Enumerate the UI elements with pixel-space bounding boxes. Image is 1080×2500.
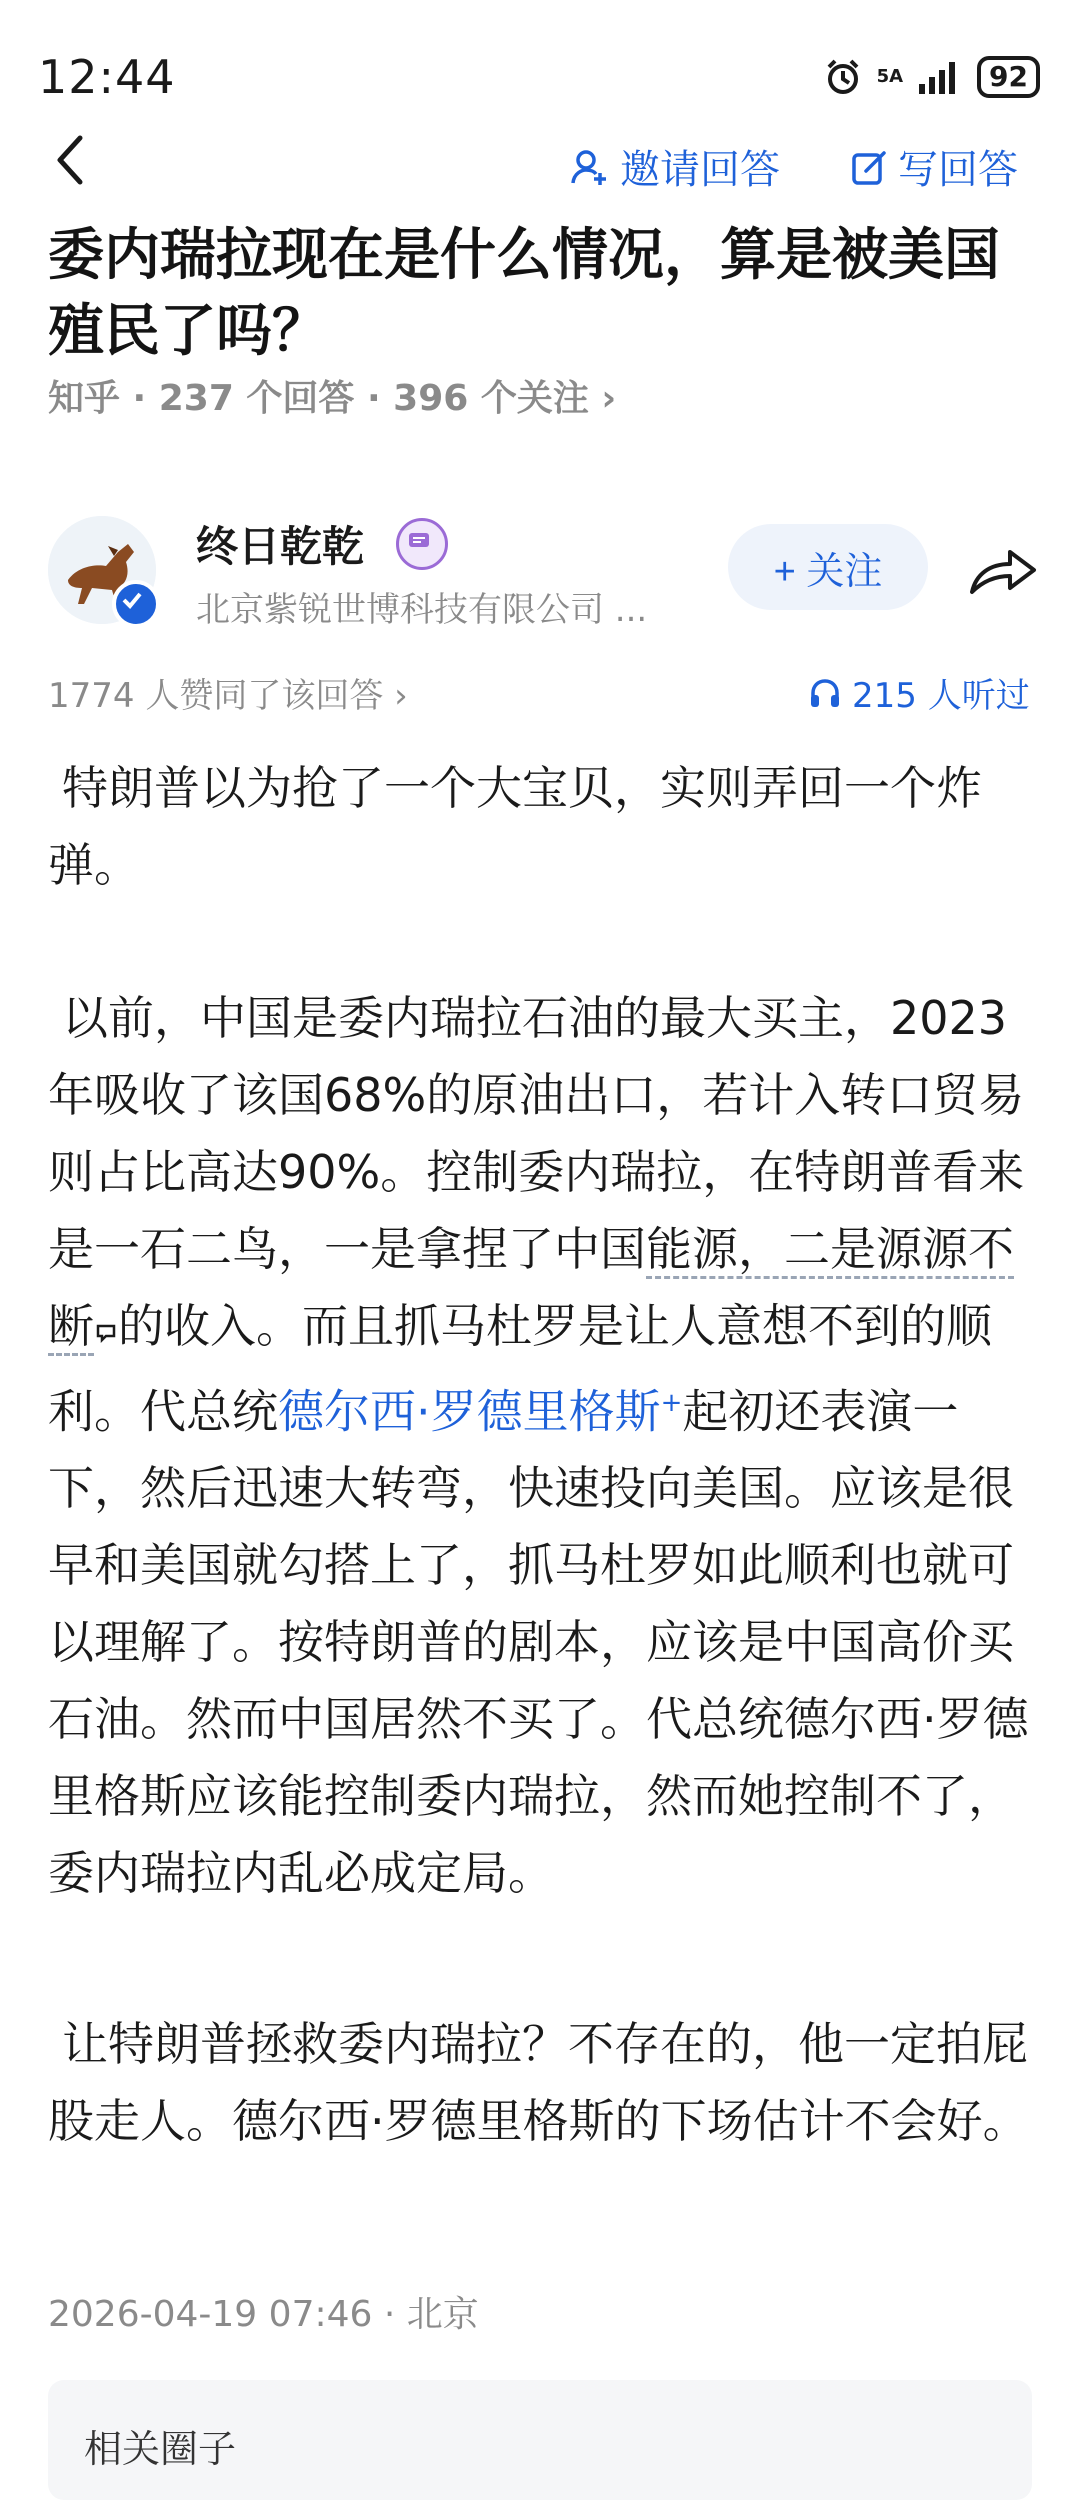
back-icon[interactable] bbox=[44, 130, 104, 190]
verified-icon bbox=[112, 580, 160, 628]
question-title[interactable]: 委内瑞拉现在是什么情况，算是被美国殖民了吗？ bbox=[48, 223, 1000, 364]
creator-badge-icon[interactable] bbox=[396, 518, 448, 570]
answer-text: 的收入。而且抓马杜罗是让人意想不到的顺利。代总统 bbox=[48, 1299, 992, 1439]
status-icons bbox=[823, 56, 1040, 98]
status-time: 12:44 bbox=[38, 50, 176, 104]
battery-indicator: 92 bbox=[977, 56, 1040, 98]
answer-paragraph-2 bbox=[48, 980, 1038, 1912]
headphones-icon bbox=[808, 676, 842, 710]
comment-bubble-icon[interactable] bbox=[94, 1320, 118, 1344]
entity-link-sparkle-icon: + bbox=[660, 1388, 683, 1418]
answer-paragraph-1: 特朗普以为抢了一个大宝贝，实则弄回一个炸弹。 bbox=[48, 761, 982, 892]
follow-button[interactable]: + 关注 bbox=[728, 524, 928, 610]
invite-user-icon bbox=[570, 147, 610, 187]
invite-label: 邀请回答 bbox=[620, 147, 780, 193]
signal-icon bbox=[917, 60, 963, 94]
author-organization: 北京紫锐世博科技有限公司 ... bbox=[196, 590, 648, 630]
question-meta[interactable]: 知乎 · 237 个回答 · 396 个关注 › bbox=[48, 378, 617, 419]
invite-answer-button[interactable] bbox=[570, 138, 780, 195]
answer-text: 以前，中国是委内瑞拉石油的最大买主，2023年吸收了该国68%的原油出口，若计入转口贸易则占比高达90%。控制委内瑞拉，在特朗普看来是一石二鸟，一是拿捏了中国 bbox=[48, 991, 1025, 1276]
listened-label: 215 人听过 bbox=[852, 676, 1030, 716]
answer-paragraph-3: 让特朗普拯救委内瑞拉？不存在的，他一定拍屁股走人。德尔西·罗德里格斯的下场估计不会好。 bbox=[48, 2017, 1029, 2148]
alarm-icon bbox=[823, 57, 863, 97]
network-indicator: 5A bbox=[876, 66, 904, 87]
agree-count[interactable]: 1774 人赞同了该回答 › bbox=[48, 676, 408, 716]
listened-count[interactable] bbox=[808, 668, 1030, 717]
edit-icon bbox=[850, 147, 890, 187]
write-label: 写回答 bbox=[898, 147, 1018, 193]
author-name[interactable]: 终日乾乾 bbox=[196, 522, 365, 571]
answer-text: 起初还表演一下，然后迅速大转弯，快速投向美国。应该是很早和美国就勾搭上了，抓马杜罗如此顺利也就可以理解了。按特朗普的剧本，应该是中国高价买石油。然而中国居然不买了。代总统德尔西·罗德里格斯应该能控制委内瑞拉，然而她控制不了，委内瑞拉内乱必成定局。 bbox=[48, 1384, 1029, 1901]
answer-timestamp: 2026-04-19 07:46 · 北京 bbox=[48, 2294, 479, 2335]
share-icon[interactable] bbox=[966, 540, 1040, 600]
entity-link[interactable]: 德尔西·罗德里格斯 bbox=[278, 1384, 661, 1439]
highlighted-phrase[interactable]: 能源，二是源源不断 bbox=[48, 1222, 1014, 1356]
related-circle-label: 相关圈子 bbox=[84, 2427, 237, 2471]
write-answer-button[interactable] bbox=[850, 138, 1018, 195]
